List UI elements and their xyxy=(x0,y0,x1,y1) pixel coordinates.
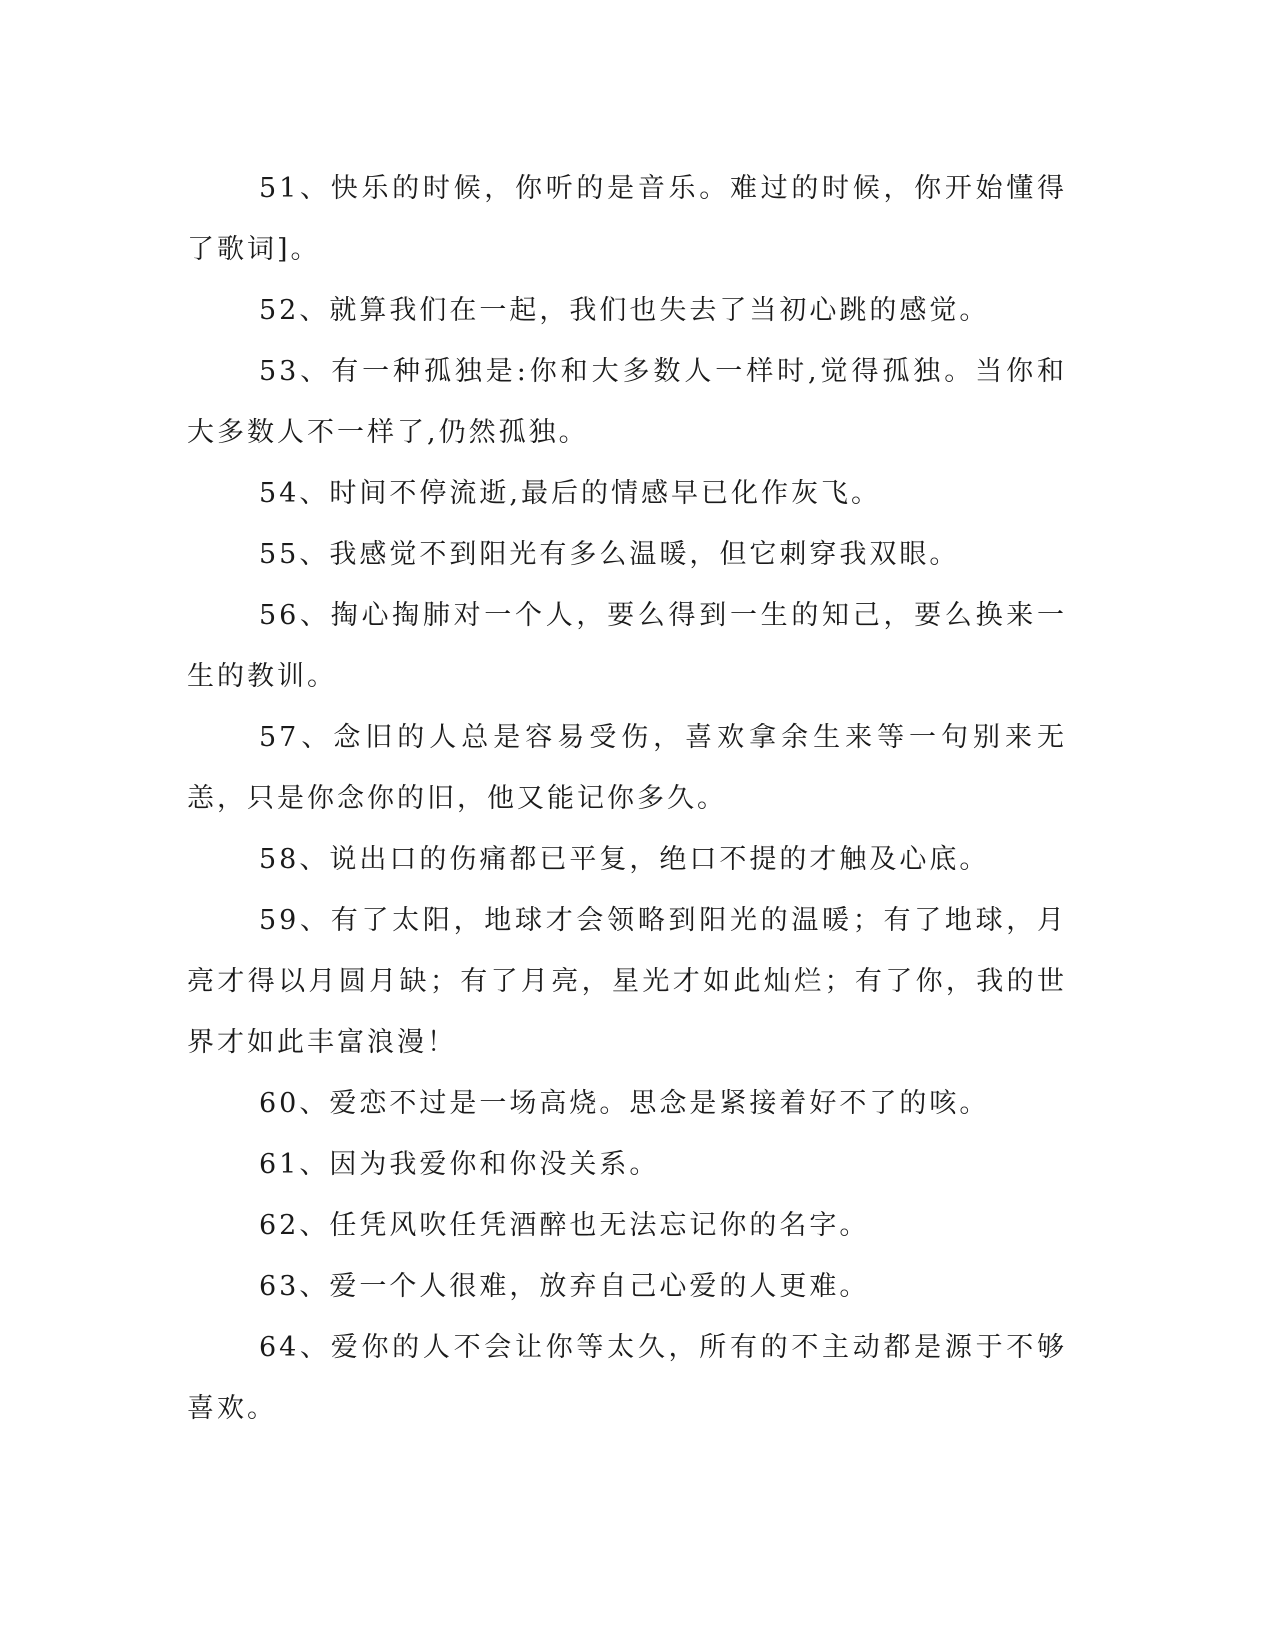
paragraph-62: 62、任凭风吹任凭酒醉也无法忘记你的名字。 xyxy=(259,1210,870,1241)
paragraph-64: 64、爱你的人不会让你等太久，所有的不主动都是源于不够喜欢。 xyxy=(187,1332,1067,1424)
paragraph-59: 59、有了太阳，地球才会领略到阳光的温暖；有了地球，月亮才得以月圆月缺；有了月亮，星光才如此灿烂；有了你，我的世界才如此丰富浪漫！ xyxy=(187,905,1067,1058)
paragraph-53: 53、有一种孤独是:你和大多数人一样时,觉得孤独。当你和大多数人不一样了,仍然孤独。 xyxy=(187,356,1067,448)
paragraph-61: 61、因为我爱你和你没关系。 xyxy=(259,1149,660,1180)
document-body xyxy=(187,158,1067,1439)
paragraph-56: 56、掏心掏肺对一个人，要么得到一生的知己，要么换来一生的教训。 xyxy=(187,600,1067,692)
paragraph-60: 60、爱恋不过是一场高烧。思念是紧接着好不了的咳。 xyxy=(259,1088,990,1119)
paragraph-63: 63、爱一个人很难，放弃自己心爱的人更难。 xyxy=(259,1271,870,1302)
paragraph-52: 52、就算我们在一起，我们也失去了当初心跳的感觉。 xyxy=(259,295,990,326)
paragraph-57: 57、念旧的人总是容易受伤，喜欢拿余生来等一句别来无恙，只是你念你的旧，他又能记你多久。 xyxy=(187,722,1067,814)
paragraph-55: 55、我感觉不到阳光有多么温暖，但它刺穿我双眼。 xyxy=(259,539,960,570)
paragraph-58: 58、说出口的伤痛都已平复，绝口不提的才触及心底。 xyxy=(259,844,990,875)
paragraph-51: 51、快乐的时候，你听的是音乐。难过的时候，你开始懂得了歌词]。 xyxy=(187,173,1067,265)
paragraph-54: 54、时间不停流逝,最后的情感早已化作灰飞。 xyxy=(259,478,881,509)
